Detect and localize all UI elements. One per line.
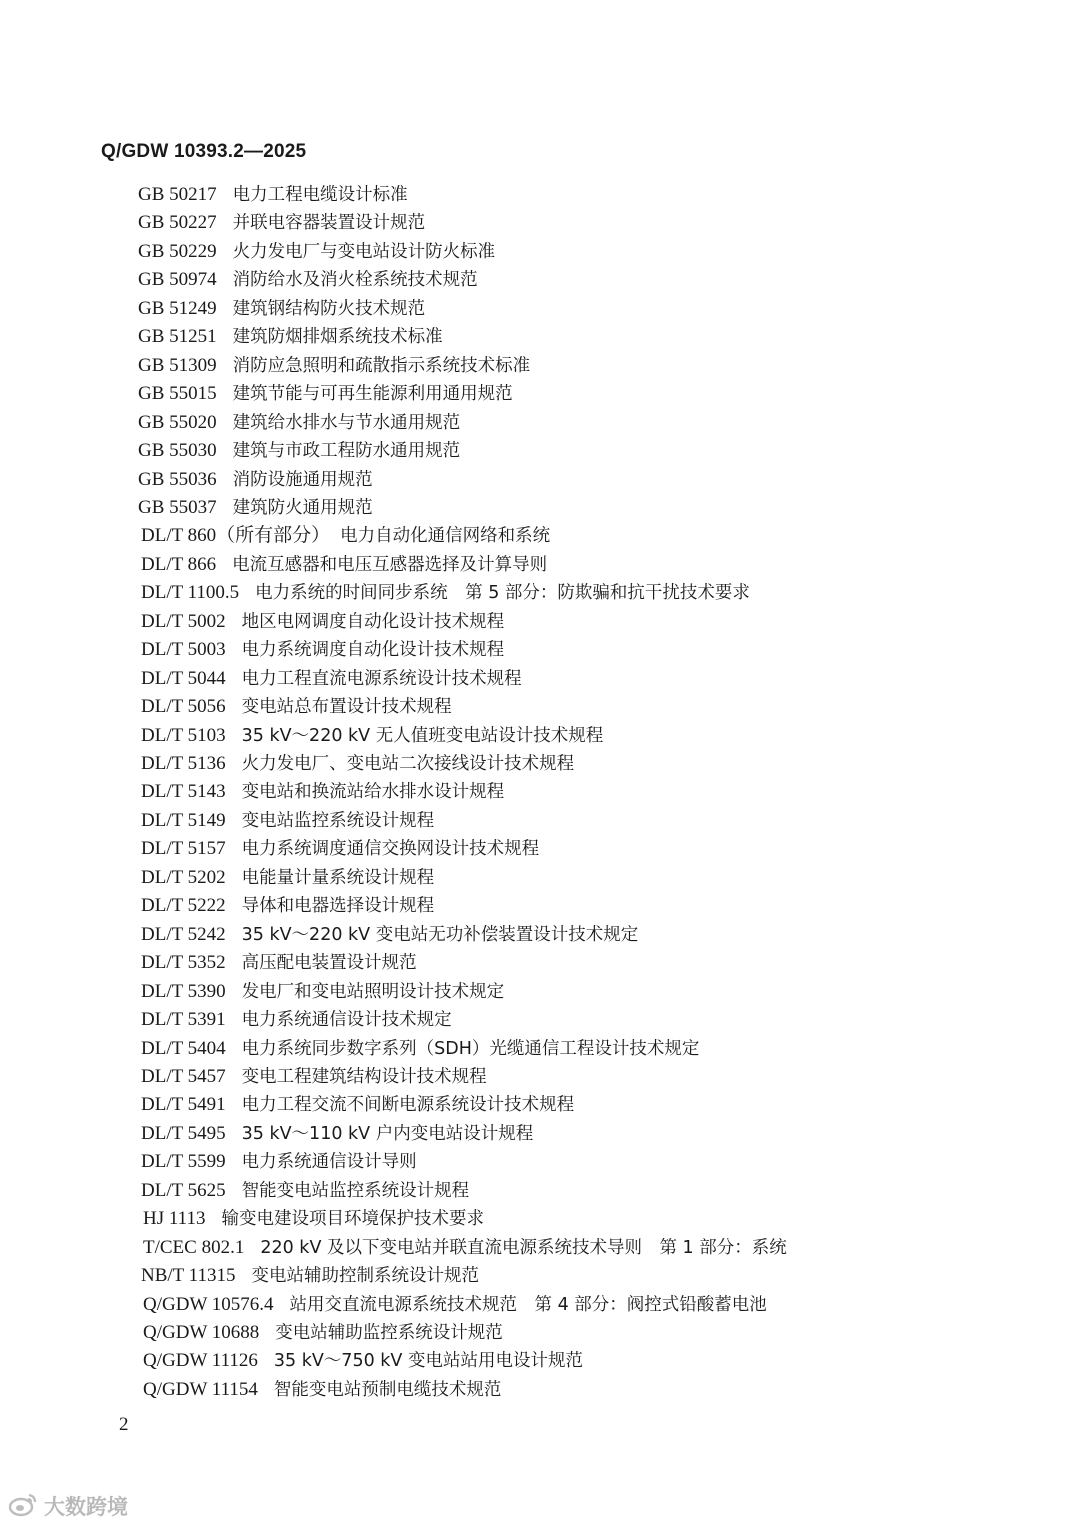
reference-code: DL/T 5352 [141, 952, 226, 974]
reference-title: 变电站总布置设计技术规程 [241, 697, 452, 718]
reference-item [141, 665, 522, 693]
reference-item [141, 1006, 452, 1034]
reference-code: DL/T 5222 [141, 895, 226, 917]
reference-item [141, 636, 504, 664]
reference-item [138, 181, 408, 209]
reference-title: 站用交直流电源系统技术规范 第 4 部分：阀控式铅酸蓄电池 [289, 1294, 767, 1315]
reference-title: 35 kV～110 kV 户内变电站设计规程 [241, 1123, 534, 1144]
reference-code: DL/T 5143 [141, 781, 226, 803]
reference-title: 导体和电器选择设计规程 [241, 896, 435, 917]
reference-code: T/CEC 802.1 [143, 1236, 245, 1258]
reference-item [138, 409, 460, 437]
weibo-logo-icon [8, 1491, 38, 1522]
reference-item [138, 494, 373, 522]
reference-item [138, 466, 373, 494]
reference-title: 火力发电厂、变电站二次接线设计技术规程 [241, 754, 575, 774]
reference-title: 建筑节能与可再生能源利用通用规范 [232, 384, 513, 405]
reference-title: 建筑与市政工程防水通用规范 [232, 441, 461, 462]
reference-item [141, 807, 434, 835]
reference-title: 建筑钢结构防火技术规范 [232, 298, 426, 319]
reference-title: 220 kV 及以下变电站并联直流电源系统技术导则 第 1 部分：系统 [260, 1237, 787, 1258]
reference-item [141, 1177, 469, 1205]
reference-code: HJ 1113 [143, 1208, 206, 1230]
reference-title: 火力发电厂与变电站设计防火标准 [232, 241, 496, 262]
reference-code: DL/T 5136 [141, 753, 226, 774]
reference-title: 电力工程直流电源系统设计技术规程 [241, 668, 522, 689]
reference-title: 智能变电站监控系统设计规程 [241, 1180, 470, 1201]
reference-item [138, 238, 495, 266]
reference-item [143, 1376, 501, 1404]
reference-title: 变电站辅助控制系统设计规范 [251, 1266, 479, 1287]
reference-code: GB 55036 [138, 468, 217, 490]
reference-title: 电流互感器和电压互感器选择及计算导则 [232, 554, 548, 575]
reference-code: DL/T 1100.5 [141, 582, 240, 604]
reference-title: 电力系统通信设计技术规定 [241, 1010, 452, 1031]
reference-code: NB/T 11315 [141, 1265, 236, 1287]
reference-code: DL/T 5404 [141, 1037, 226, 1059]
reference-code: DL/T 5491 [141, 1094, 226, 1116]
reference-code: GB 50229 [138, 240, 217, 262]
reference-code: GB 55015 [138, 383, 217, 405]
reference-title: 发电厂和变电站照明设计技术规定 [241, 981, 505, 1002]
reference-item [138, 266, 478, 294]
reference-title: 电力工程交流不间断电源系统设计技术规程 [241, 1095, 575, 1116]
reference-title: 建筑给水排水与节水通用规范 [232, 412, 461, 433]
reference-item [141, 978, 504, 1006]
reference-title: 电力系统调度自动化设计技术规程 [241, 640, 505, 661]
reference-code: DL/T 5202 [141, 866, 226, 888]
reference-code: DL/T 5157 [141, 838, 226, 860]
reference-title: 电力自动化通信网络和系统 [340, 526, 551, 547]
reference-item [141, 1091, 574, 1119]
watermark-text: 大数跨境 [44, 1495, 128, 1519]
reference-code: DL/T 5495 [141, 1122, 226, 1144]
reference-title: 35 kV～220 kV 无人值班变电站设计技术规程 [241, 725, 604, 746]
reference-item [141, 722, 603, 750]
reference-title: 高压配电装置设计规范 [241, 953, 417, 974]
reference-title: 变电站辅助监控系统设计规范 [275, 1323, 503, 1343]
reference-item [141, 579, 750, 607]
reference-item [143, 1347, 583, 1375]
reference-code: DL/T 5103 [141, 724, 226, 746]
reference-item [141, 949, 417, 977]
reference-item [138, 323, 443, 351]
reference-code: DL/T 5457 [141, 1065, 226, 1087]
page-number: 2 [119, 1414, 129, 1435]
reference-title: 35 kV～750 kV 变电站站用电设计规范 [273, 1351, 583, 1372]
reference-code: DL/T 5056 [141, 696, 226, 718]
reference-title: 变电工程建筑结构设计技术规程 [241, 1066, 487, 1087]
reference-title: 建筑防烟排烟系统技术标准 [232, 327, 443, 348]
reference-code: GB 51309 [138, 354, 217, 376]
reference-code: DL/T 5149 [141, 809, 226, 831]
reference-item [143, 1319, 503, 1347]
reference-title: 消防设施通用规范 [232, 469, 373, 490]
reference-item [141, 750, 574, 778]
reference-code: DL/T 5599 [141, 1151, 226, 1173]
reference-title: 变电站和换流站给水排水设计规程 [241, 782, 505, 803]
reference-item [138, 295, 425, 323]
reference-code: GB 50217 [138, 184, 217, 205]
reference-code: DL/T 5044 [141, 667, 226, 689]
reference-item [141, 1035, 699, 1063]
reference-title: 电力系统的时间同步系统 第 5 部分：防欺骗和抗干扰技术要求 [255, 583, 750, 604]
reference-code: DL/T 860（所有部分） [141, 525, 331, 547]
reference-code: DL/T 5391 [141, 1009, 226, 1031]
reference-code: DL/T 5002 [141, 610, 226, 632]
reference-item [141, 693, 452, 721]
reference-item [141, 608, 504, 636]
reference-item [141, 892, 434, 920]
reference-title: 建筑防火通用规范 [232, 497, 373, 518]
reference-title: 电力工程电缆设计标准 [232, 185, 408, 205]
reference-code: GB 50227 [138, 212, 217, 234]
reference-title: 并联电容器装置设计规范 [232, 213, 426, 234]
reference-code: Q/GDW 10576.4 [143, 1293, 274, 1315]
reference-item [138, 437, 460, 465]
reference-item [141, 864, 434, 892]
reference-item [141, 1262, 479, 1290]
reference-item [141, 835, 539, 863]
reference-item [143, 1205, 484, 1233]
reference-title: 地区电网调度自动化设计技术规程 [241, 611, 505, 632]
reference-title: 35 kV～220 kV 变电站无功补偿装置设计技术规定 [241, 924, 639, 945]
reference-item [138, 380, 513, 408]
reference-item [141, 1120, 533, 1148]
reference-code: Q/GDW 10688 [143, 1322, 260, 1343]
reference-title: 电力系统调度通信交换网设计技术规程 [241, 839, 540, 860]
reference-code: Q/GDW 11126 [143, 1350, 258, 1372]
reference-code: DL/T 5242 [141, 923, 226, 945]
reference-title: 消防给水及消火栓系统技术规范 [232, 270, 478, 291]
reference-code: DL/T 866 [141, 553, 217, 575]
reference-item [138, 352, 530, 380]
reference-code: Q/GDW 11154 [143, 1378, 258, 1400]
reference-code: DL/T 5390 [141, 980, 226, 1002]
reference-item [141, 1148, 417, 1176]
reference-item [138, 209, 425, 237]
reference-title: 电能量计量系统设计规程 [241, 867, 435, 888]
reference-item [143, 1291, 767, 1319]
reference-item [141, 778, 504, 806]
document-header: Q/GDW 10393.2—2025 [101, 141, 307, 162]
reference-code: GB 55030 [138, 440, 217, 462]
reference-code: GB 50974 [138, 269, 217, 291]
reference-item [141, 921, 638, 949]
reference-item [141, 1063, 487, 1091]
reference-item [141, 551, 547, 579]
reference-item [143, 1234, 787, 1262]
reference-title: 电力系统同步数字系列（SDH）光缆通信工程设计技术规定 [241, 1038, 700, 1059]
reference-title: 电力系统通信设计导则 [241, 1152, 417, 1173]
reference-title: 输变电建设项目环境保护技术要求 [221, 1209, 484, 1230]
reference-title: 消防应急照明和疏散指示系统技术标准 [232, 355, 531, 376]
watermark [8, 1491, 128, 1521]
reference-code: GB 51251 [138, 326, 217, 348]
reference-code: DL/T 5625 [141, 1179, 226, 1201]
reference-code: GB 55020 [138, 411, 217, 433]
reference-title: 变电站监控系统设计规程 [241, 810, 435, 831]
reference-item [141, 522, 550, 550]
reference-code: DL/T 5003 [141, 639, 226, 661]
reference-title: 智能变电站预制电缆技术规范 [273, 1379, 502, 1400]
reference-code: GB 55037 [138, 496, 217, 518]
reference-code: GB 51249 [138, 297, 217, 319]
